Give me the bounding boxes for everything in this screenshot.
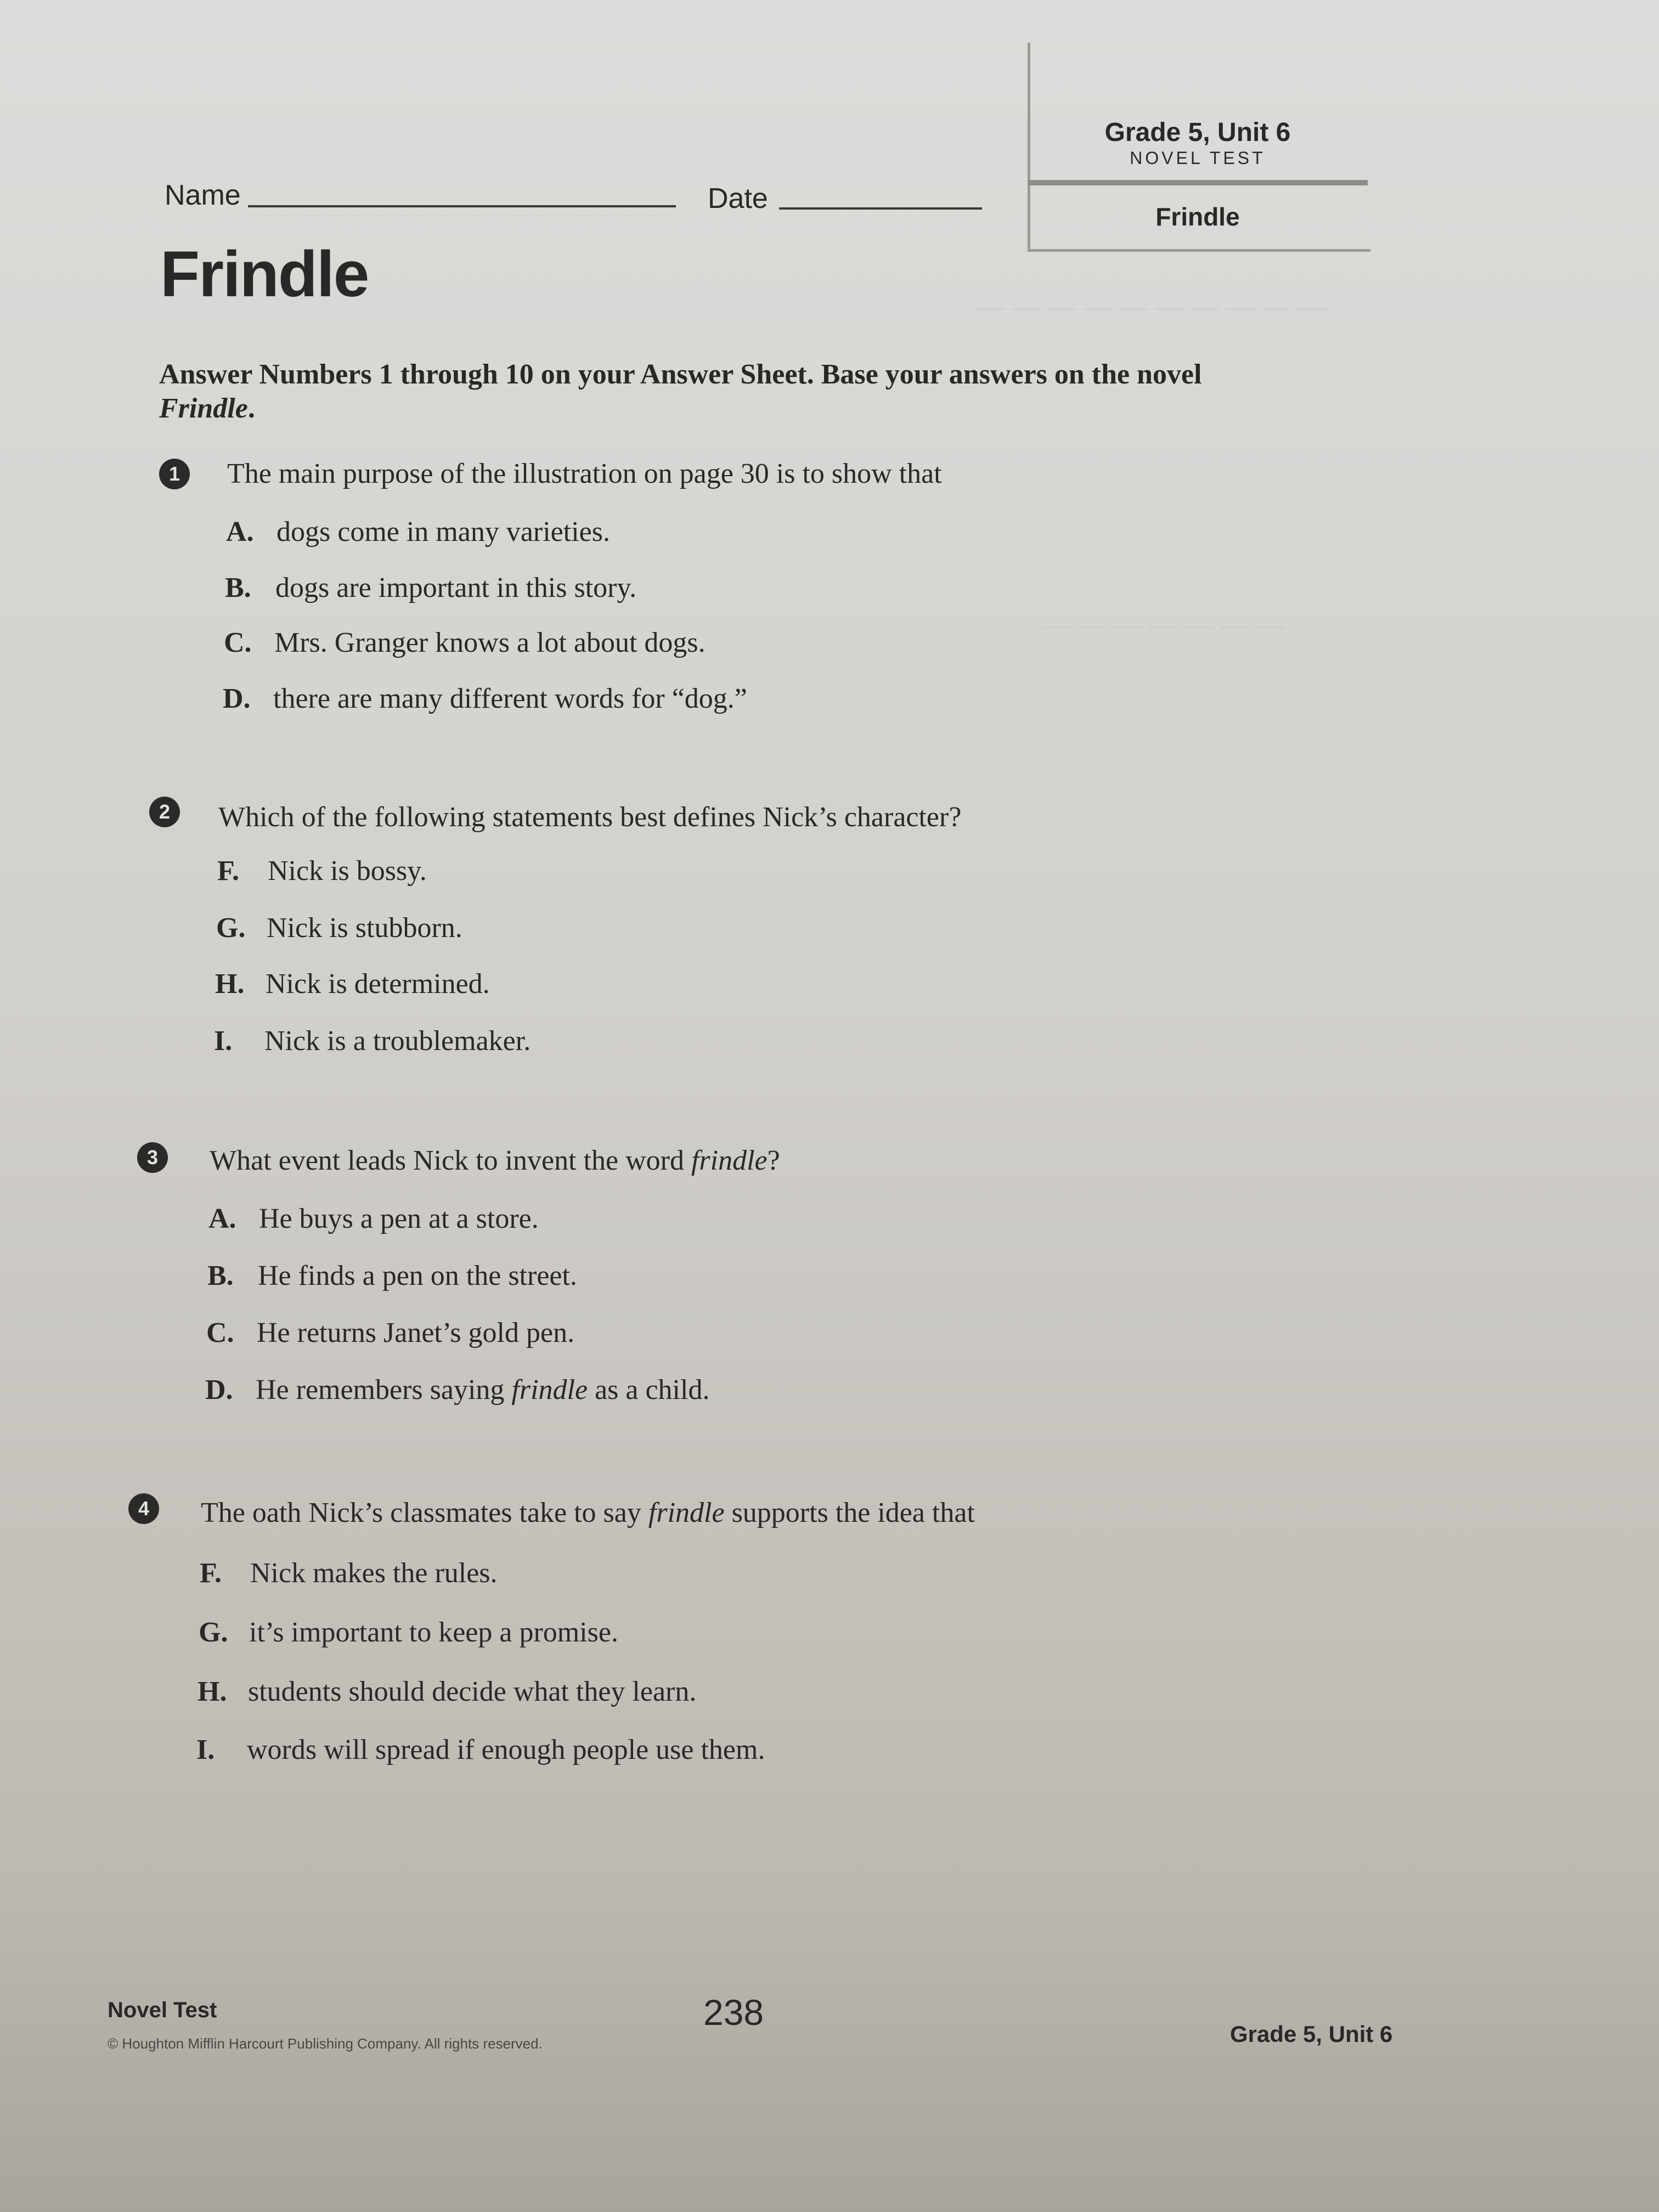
option-text: dogs come in many varieties.	[276, 516, 610, 548]
question-3-text-end: ?	[767, 1145, 780, 1176]
option-text: it’s important to keep a promise.	[249, 1617, 618, 1648]
option-text: He remembers saying	[256, 1374, 512, 1406]
question-2-option-i	[214, 1025, 531, 1057]
page-number: 238	[703, 1992, 764, 2033]
option-letter: D.	[205, 1374, 233, 1406]
show-through-text: — — — — — — —	[1042, 610, 1285, 641]
option-letter: I.	[214, 1025, 233, 1057]
option-text: words will spread if enough people use them.	[247, 1734, 765, 1765]
question-1-option-c	[224, 627, 706, 659]
question-1-option-b	[225, 572, 636, 604]
show-through-text: — — — — — — — — — —	[977, 291, 1326, 323]
option-letter: B.	[225, 572, 251, 603]
question-4-option-h	[198, 1675, 696, 1708]
header-novel-title: Frindle	[1155, 202, 1240, 231]
option-text-word: frindle	[511, 1374, 588, 1406]
question-2-option-f	[217, 855, 427, 887]
option-letter: H.	[215, 968, 245, 1000]
instructions	[159, 358, 1234, 426]
option-text: there are many different words for “dog.”	[273, 683, 747, 714]
option-text: He buys a pen at a store.	[259, 1203, 539, 1234]
header-divider	[1028, 180, 1368, 185]
date-field[interactable]	[779, 207, 982, 210]
question-4-text-word: frindle	[648, 1497, 725, 1528]
option-text: He returns Janet’s gold pen.	[257, 1317, 575, 1348]
question-number-2: 2	[149, 797, 180, 827]
option-text: He finds a pen on the street.	[258, 1260, 577, 1291]
instructions-end: .	[247, 393, 255, 424]
question-number-4: 4	[128, 1493, 159, 1524]
question-3-option-c	[206, 1317, 574, 1349]
option-letter: C.	[224, 627, 252, 658]
header-grade-unit: Grade 5, Unit 6	[1104, 118, 1291, 147]
option-text: Nick makes the rules.	[250, 1558, 498, 1589]
option-letter: G.	[216, 912, 246, 944]
question-number-3: 3	[137, 1142, 168, 1173]
question-3-text-part: What event leads Nick to invent the word	[210, 1145, 691, 1176]
header-test-type: NOVEL TEST	[1130, 148, 1266, 168]
footer-novel-test: Novel Test	[108, 1998, 217, 2022]
option-letter: C.	[206, 1317, 234, 1348]
option-text: Mrs. Granger knows a lot about dogs.	[274, 627, 706, 658]
question-2-option-h	[215, 968, 490, 1000]
question-3-option-b	[207, 1260, 577, 1292]
question-4-option-i	[196, 1734, 765, 1766]
option-letter: A.	[208, 1203, 236, 1234]
question-4-text-part: The oath Nick’s classmates take to say	[201, 1497, 648, 1528]
option-text: Nick is bossy.	[268, 855, 427, 887]
option-letter: I.	[196, 1734, 215, 1765]
question-3-option-d	[205, 1374, 709, 1406]
question-4-option-g	[199, 1616, 618, 1649]
name-label: Name	[165, 179, 241, 211]
question-2-option-g	[216, 912, 462, 944]
question-number-1: 1	[159, 459, 190, 489]
option-letter: A.	[226, 516, 254, 548]
option-text: students should decide what they learn.	[248, 1676, 697, 1707]
option-letter: H.	[198, 1676, 227, 1707]
name-field[interactable]	[248, 205, 676, 207]
footer-grade-unit: Grade 5, Unit 6	[1230, 2021, 1393, 2047]
option-letter: B.	[207, 1260, 234, 1291]
question-4-text-end: supports the idea that	[724, 1497, 975, 1528]
option-letter: F.	[217, 855, 239, 887]
date-label: Date	[708, 183, 768, 215]
option-letter: D.	[223, 683, 251, 714]
option-text: Nick is a troublemaker.	[264, 1025, 531, 1057]
option-text-end: as a child.	[588, 1374, 710, 1406]
question-2-text: Which of the following statements best defines Nick’s character?	[218, 802, 962, 833]
question-4-option-f	[200, 1557, 498, 1589]
footer-copyright: © Houghton Mifflin Harcourt Publishing Company. All rights reserved.	[108, 2035, 543, 2052]
option-letter: F.	[200, 1558, 222, 1589]
question-1-text: The main purpose of the illustration on page 30 is to show that	[227, 458, 942, 489]
question-3-text	[210, 1144, 780, 1177]
option-text: Nick is determined.	[266, 968, 490, 1000]
option-text: Nick is stubborn.	[267, 912, 462, 944]
question-4-text	[201, 1497, 975, 1529]
question-1-option-a	[226, 516, 610, 548]
question-3-option-a	[208, 1203, 539, 1235]
option-letter: G.	[199, 1617, 228, 1648]
page-title: Frindle	[160, 238, 369, 311]
option-text: dogs are important in this story.	[275, 572, 637, 603]
question-3-text-word: frindle	[691, 1145, 768, 1176]
instructions-novel-title: Frindle	[159, 393, 248, 424]
instructions-text: Answer Numbers 1 through 10 on your Answer Sheet. Base your answers on the novel	[159, 359, 1202, 390]
question-1-option-d	[223, 682, 747, 715]
